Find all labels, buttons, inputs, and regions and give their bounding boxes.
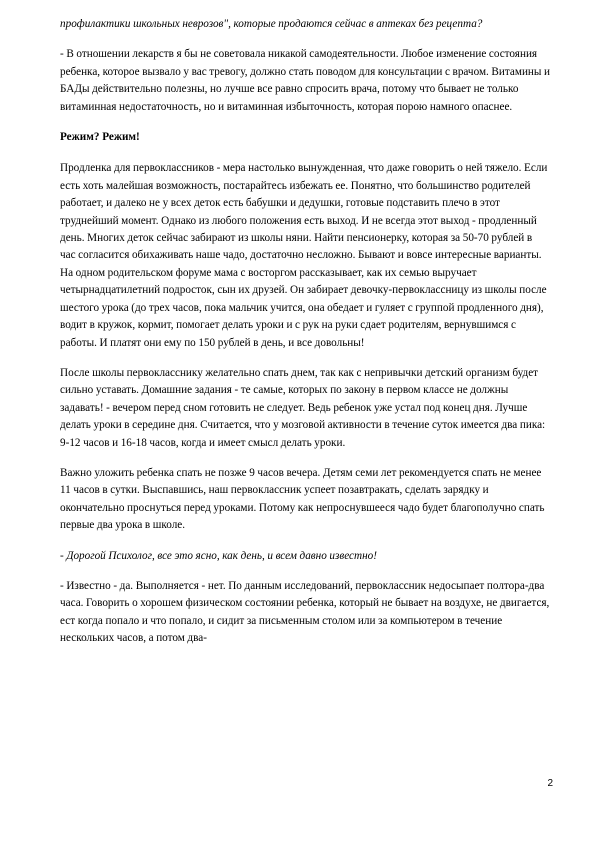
paragraph-after-school-care: Продленка для первоклассников - мера настолько вынужденная, что даже говорить о ней тяжело. Если есть хоть малейшая возможность, постарайтесь избежать ее. Понятно, что большинство родителей работает, и далеко не у всех деток есть бабушки и дедушки, готовые подставить плечо в этот труднейший момент. Однако из любого положения есть выход. И не всегда этот выход - продленный день. Многих деток сейчас забирают из школы няни. Найти пенсионерку, которая за 50-70 рублей в час согласится обихаживать наше чадо, достаточно несложно. Бывают и вовсе интересные варианты. На одном родительском форуме мама с восторгом рассказывает, как их семью выручает четырнадцатилетний подросток, сын их друзей. Он забирает девочку-первоклассницу из школы после шестого урока (до трех часов, пока мальчик учится, она обедает и гуляет с группой продленного дня), водит в кружок, кормит, помогает делать уроки и с рук на руки сдает родителям, вернувшимся с работы. И платят они ему по 150 рублей в день, и все довольны! bbox=[60, 162, 548, 349]
page-number: 2 bbox=[547, 778, 553, 789]
question-continuation: профилактики школьных неврозов", которые продаются сейчас в аптеках без рецепта? bbox=[60, 18, 483, 30]
paragraph-day-schedule: После школы первокласснику желательно спать днем, так как с непривычки детский организм будет сильно уставать. Домашние задания - те самые, которых по закону в первом классе не должны задавать! - вечером перед сном готовить не следует. Ведь ребенок уже устал под конец дня. Лучше делать уроки в середине дня. Считается, что у мозговой активности в течение суток имеется два пика: 9-12 часов и 16-18 часов, когда и имеет смысл делать уроки. bbox=[60, 366, 546, 449]
document-page bbox=[60, 16, 550, 661]
answer-medication: - В отношении лекарств я бы не советовала никакой самодеятельности. Любое изменение состояния ребенка, которое вызвало у вас тревогу, должно стать поводом для консультации с врачом. Витамины и БАДы действительно полезны, но лучше все равно спросить врача, потому что бывает не только витаминная недостаточность, но и витаминная избыточность, которая порою намного опаснее. bbox=[60, 48, 551, 113]
paragraph-research: - Известно - да. Выполняется - нет. По данным исследований, первоклассник недосыпает полтора-два часа. Говорить о хорошем физическом состоянии ребенка, который не бывает на воздухе, не двигается, ест когда попало и что попало, и сидит за письменным столом или за компьютером в течение нескольких часов, а потом два- bbox=[60, 579, 550, 645]
paragraph-sleep: Важно уложить ребенка спать не позже 9 часов вечера. Детям семи лет рекомендуется спать не менее 11 часов в сутки. Выспавшись, наш первоклассник успеет позавтракать, сделать зарядку и окончательно проснуться перед уроками. Потому как непроснувшееся чадо будет благополучно спать первые два урока в школе. bbox=[60, 466, 545, 532]
reader-question: - Дорогой Психолог, все это ясно, как день, и всем давно известно! bbox=[60, 549, 377, 562]
section-heading-regime: Режим? Режим! bbox=[60, 131, 140, 144]
